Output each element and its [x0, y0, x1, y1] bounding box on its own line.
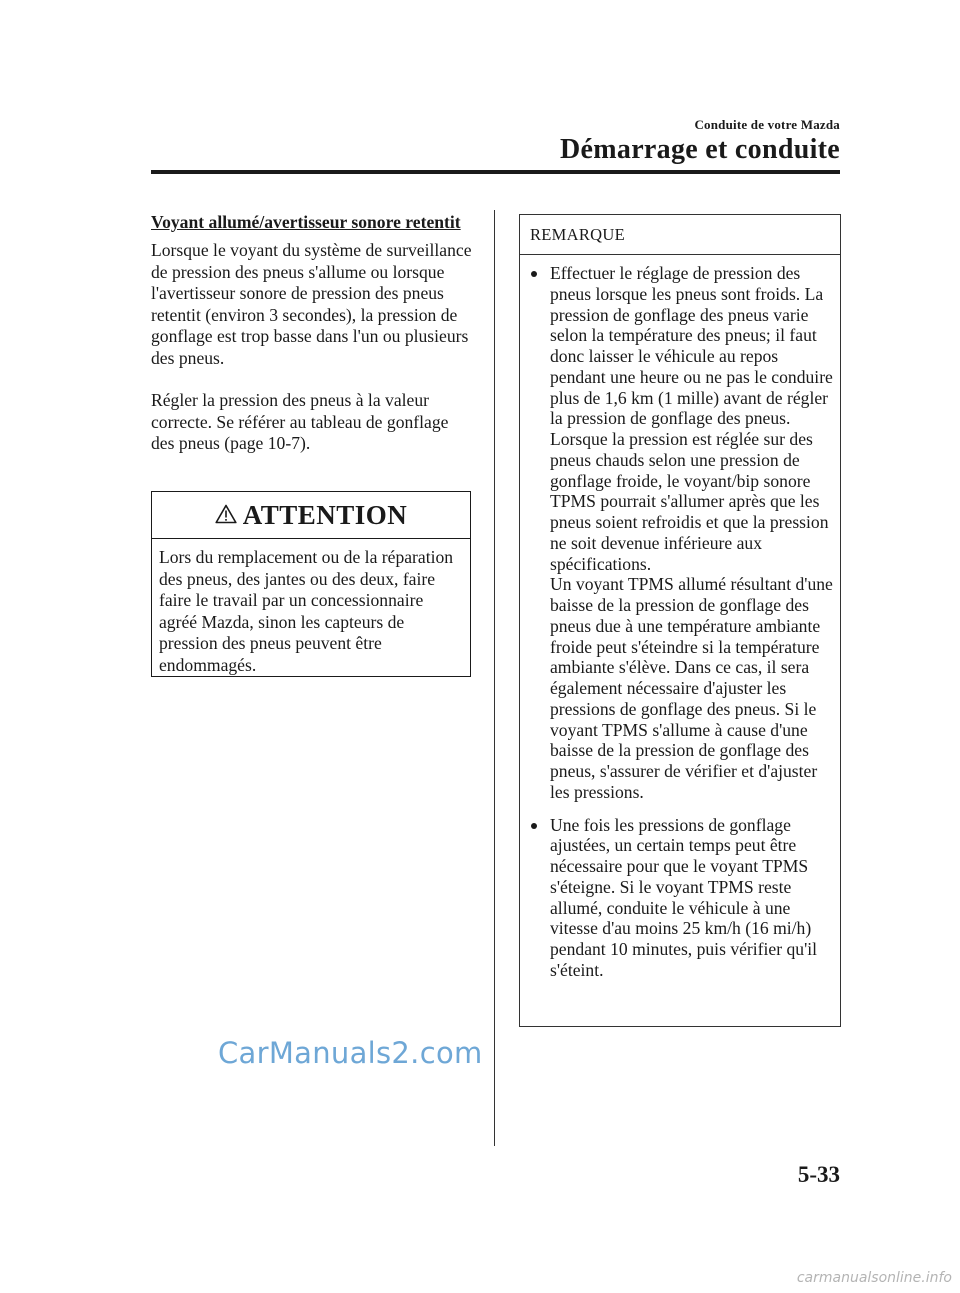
paragraph-adjust-pressure: Régler la pression des pneus à la valeur correcte. Se référer au tableau de gonflage des pneus (page 10-7).	[151, 390, 449, 453]
note-title: REMARQUE	[520, 215, 840, 255]
bullet-icon	[531, 823, 537, 829]
attention-header	[152, 492, 470, 539]
attention-title: ATTENTION	[242, 499, 408, 530]
note-list	[520, 263, 840, 981]
paragraph-warning-description: Lorsque le voyant du système de surveillance de pression des pneus s'allume ou lorsque l'avertisseur sonore de pression des pneus retentit (environ 3 secondes), la pression de gonflage est trop basse dans l'un ou plusieurs des pneus.	[151, 240, 472, 368]
watermark-logo: CarManuals2.com	[218, 1036, 483, 1070]
note-item	[520, 263, 834, 803]
subheading: Voyant allumé/avertisseur sonore retentit	[151, 212, 461, 232]
column-divider	[494, 210, 495, 1146]
note-item	[520, 815, 834, 981]
attention-box	[151, 491, 471, 677]
note-box	[519, 214, 841, 1027]
header-rule	[151, 170, 840, 174]
footer-watermark: carmanualsonline.info	[796, 1270, 952, 1286]
note-item-text: Une fois les pressions de gonflage ajustées, un certain temps peut être nécessaire pour que le voyant TPMS s'éteigne. Si le voyant TPMS reste allumé, conduite le véhicule à une vitesse d'au moins 25 km/h (16 mi/h) pendant 10 minutes, puis vérifier qu'il s'éteint.	[550, 814, 818, 980]
page-title: Démarrage et conduite	[560, 134, 840, 165]
note-item-continuation: Un voyant TPMS allumé résultant d'une baisse de la pression de gonflage des pneus due à une température ambiante froide peut s'éteindre si la température ambiante s'élève. Dans ce cas, il sera également nécessaire d'ajuster les pressions de gonflage des pneus. Si le voyant TPMS s'allume à cause d'une baisse de la pression de gonflage des pneus, s'assurer de vérifier et d'ajuster les pressions.	[550, 574, 833, 802]
bullet-icon	[531, 271, 537, 277]
attention-text: Lors du remplacement ou de la réparation des pneus, des jantes ou des deux, faire faire le travail par un concessionnaire agréé Mazda, sinon les capteurs de pression des pneus peuvent être endommagés.	[159, 547, 454, 675]
note-item-text: Effectuer le réglage de pression des pneus lorsque les pneus sont froids. La pression de gonflage des pneus varie selon la température des pneus; il faut donc laisser le véhicule au repos pendant une heure ou ne pas le conduire plus de 1,6 km (1 mille) avant de régler la pression de gonflage des pneus. Lorsque la pression est réglée sur des pneus chauds selon une pression de gonflage froide, le voyant/bip sonore TPMS pourrait s'allumer après que les pneus soient refroidis et que la pression ne soit devenue inférieure aux spécifications.	[550, 263, 833, 574]
page-number: 5-33	[797, 1162, 840, 1187]
warning-triangle-icon	[215, 504, 237, 524]
section-label: Conduite de votre Mazda	[694, 117, 840, 132]
left-column	[151, 212, 473, 476]
